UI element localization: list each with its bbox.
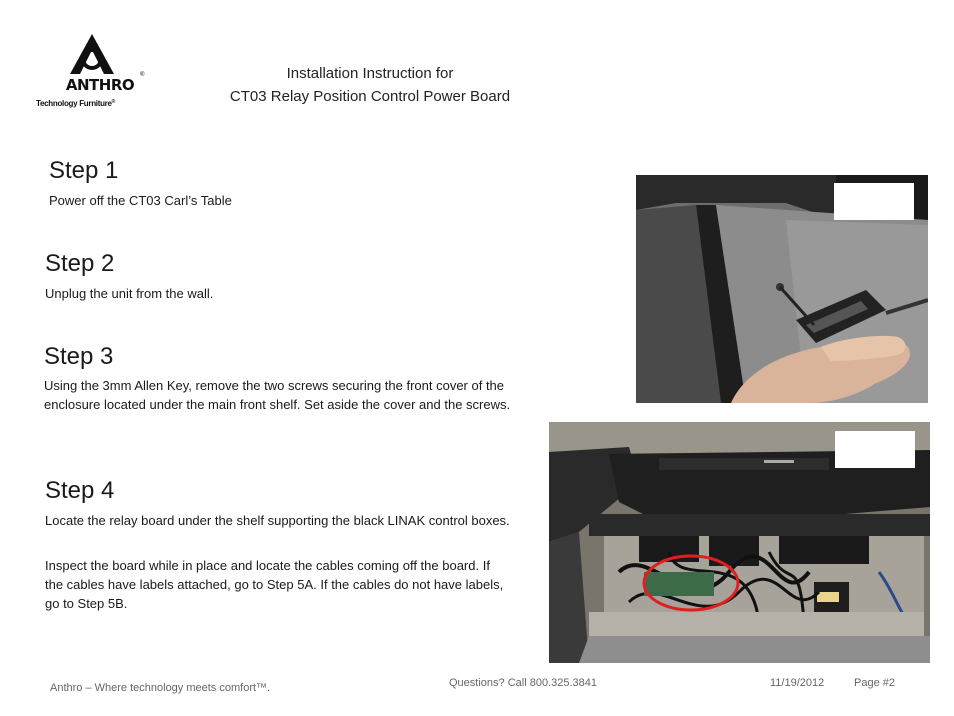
title-line-2: CT03 Relay Position Control Power Board [229, 88, 511, 105]
anthro-a-logo-icon [62, 32, 122, 76]
footer-slogan: Anthro – Where technology meets comfort™. [50, 682, 271, 694]
step-1-text: Power off the CT03 Carl’s Table [49, 193, 232, 208]
step-3-text-line-2: enclosure located under the main front shelf. Set aside the cover and the screws. [44, 397, 511, 412]
step-2-heading: Step 2 [45, 250, 115, 277]
brand-tagline: Technology Furniture® [36, 99, 116, 108]
step-4-note-line-1: Inspect the board while in place and locate the cables coming off the board. If [45, 558, 490, 573]
step-1-heading: Step 1 [49, 157, 119, 184]
step-2-text: Unplug the unit from the wall. [45, 286, 214, 301]
document-title [190, 62, 550, 108]
step-3-heading: Step 3 [44, 343, 114, 370]
title-line-1: Installation Instruction for [286, 65, 454, 82]
allen-key-photo-image [636, 175, 928, 403]
footer-questions: Questions? Call 800.325.3841 [449, 677, 597, 689]
footer-date: 11/19/2012 [770, 677, 825, 689]
step-4-photo [549, 422, 930, 663]
footer-page-number: Page #2 [854, 677, 895, 689]
relay-board-photo-image [549, 422, 930, 663]
step-4-heading: Step 4 [45, 477, 115, 504]
step-3-text [44, 376, 564, 414]
registered-mark-icon: ® [140, 72, 145, 78]
step-4-note [45, 556, 545, 613]
step-4-note-line-2: the cables have labels attached, go to Step 5A. If the cables do not have labels, [45, 577, 504, 592]
step-3-text-line-1: Using the 3mm Allen Key, remove the two screws securing the front cover of the [44, 378, 505, 393]
brand-name: ANTHRO [65, 76, 135, 94]
anthro-logo [36, 32, 156, 116]
step-4-text: Locate the relay board under the shelf supporting the black LINAK control boxes. [45, 513, 510, 528]
step-3-photo [636, 175, 928, 403]
step-4-note-line-3: go to Step 5B. [45, 596, 128, 611]
